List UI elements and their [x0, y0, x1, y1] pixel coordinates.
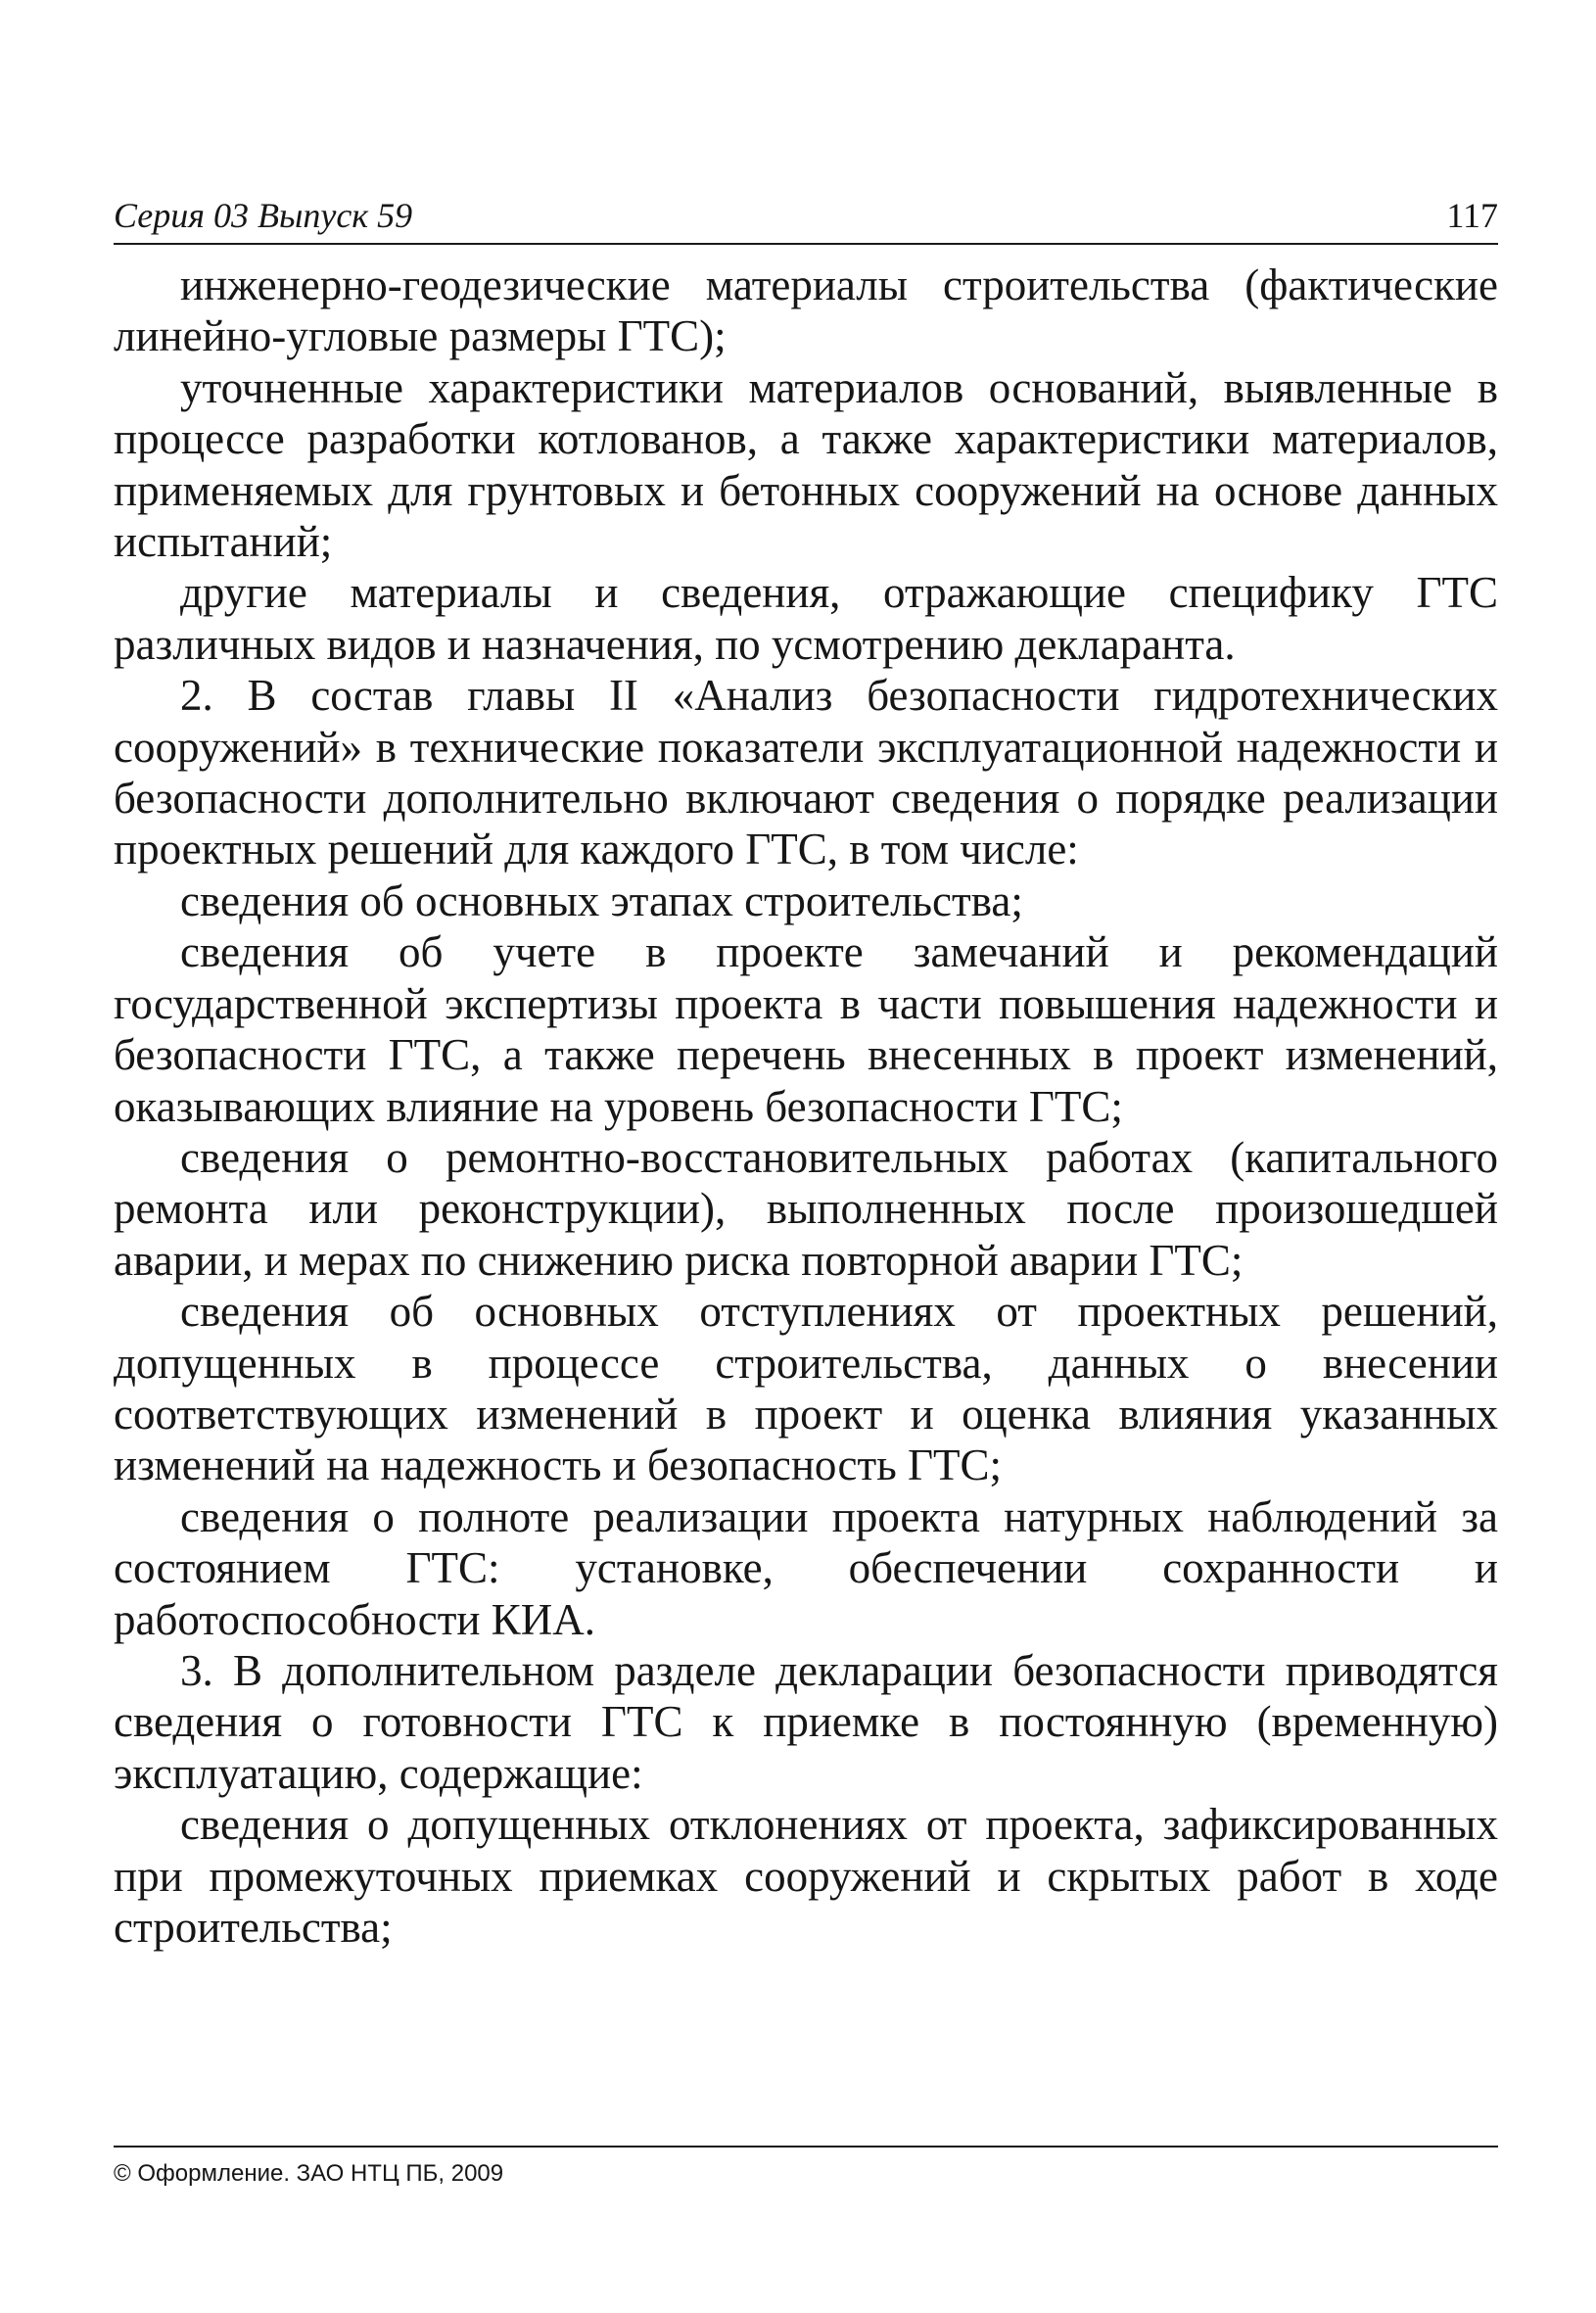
series-title: Серия 03 Выпуск 59 — [114, 196, 413, 235]
copyright-note: © Оформление. ЗАО НТЦ ПБ, 2009 — [114, 2160, 504, 2187]
paragraph: сведения о допущенных отклонениях от проекта, зафиксированных при промежуточных приемках сооружений и скрытых работ в ходе строительства; — [114, 1800, 1498, 1952]
page-number: 117 — [1446, 196, 1498, 235]
body-text — [114, 260, 1498, 1953]
page-footer — [114, 2146, 1498, 2189]
paragraph: другие материалы и сведения, отражающие специфику ГТС различных видов и назначения, по усмотрению декларанта. — [114, 568, 1498, 669]
paragraph: 3. В дополнительном разделе декларации безопасности приводятся сведения о готовности ГТС к приемке в постоянную (временную) эксплуатацию, содержащие: — [114, 1645, 1498, 1798]
paragraph: уточненные характеристики материалов оснований, выявленные в процессе разработки котлованов, а также характеристики материалов, применяемых для грунтовых и бетонных сооружений на основе данных испытаний; — [114, 362, 1498, 567]
paragraph: сведения о полноте реализации проекта натурных наблюдений за состоянием ГТС: установке, обеспечении сохранности и работоспособности КИА. — [114, 1491, 1498, 1644]
paragraph: сведения об основных отступлениях от проектных решений, допущенных в процессе строительства, данных о внесении соответствующих изменений в проект и оценка влияния указанных изменений на надежность и безопасность ГТС; — [114, 1287, 1498, 1490]
paragraph: сведения об основных этапах строительства; — [180, 875, 1023, 925]
paragraph: инженерно-геодезические материалы строительства (фактические линейно-угловые размеры ГТС); — [114, 260, 1498, 361]
paragraph: 2. В состав главы II «Анализ безопасности гидротехнических сооружений» в технические показатели эксплуатационной надежности и безопасности дополнительно включают сведения о порядке реализации проектных решений для каждого ГТС, в том числе: — [114, 671, 1498, 874]
running-head — [114, 192, 1498, 245]
paragraph: сведения о ремонтно-восстановительных работах (капитального ремонта или реконструкции), выполненных после произошедшей аварии, и мерах по снижению риска повторной аварии ГТС; — [114, 1132, 1498, 1285]
paragraph: сведения об учете в проекте замечаний и рекомендаций государственной экспертизы проекта в части повышения надежности и безопасности ГТС, а также перечень внесенных в проект изменений, оказывающих влияние на уровень безопасности ГТС; — [114, 927, 1498, 1131]
